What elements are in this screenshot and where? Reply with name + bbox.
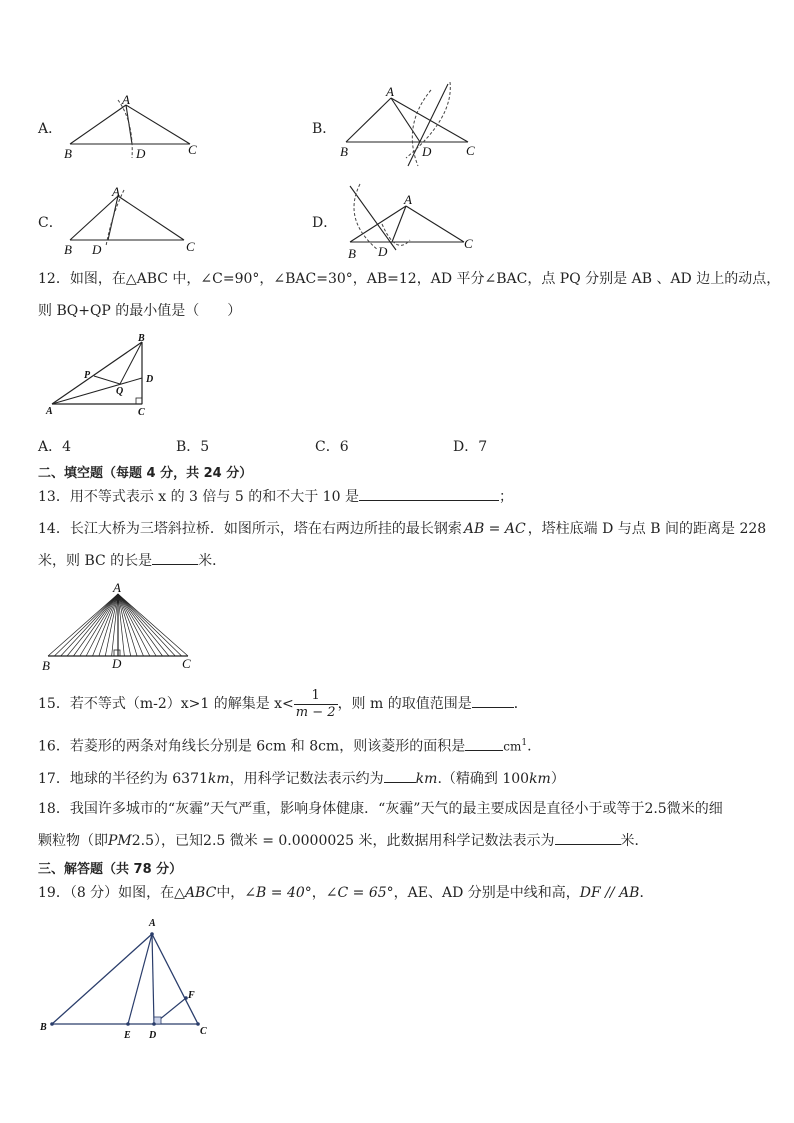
q12-line1: 12．如图，在△ABC 中，∠C=90°，∠BAC=30°，AB=12，AD 平分∠BAC，点 PQ 分别是 AB 、AD 边上的动点， (38, 271, 781, 287)
bridge-cable (93, 594, 118, 656)
q17 (38, 770, 565, 788)
q14-text-b: ，塔柱底端 D 与点 B 间的距离是 228 (527, 521, 767, 537)
q19-angle-c: ∠C = 65° (325, 885, 394, 901)
q14-text-a: 14．长江大桥为三塔斜拉桥．如图所示，塔在右两边所挂的最长钢索 (38, 521, 462, 537)
q19-text-c: ， (311, 885, 326, 901)
q15-numerator: 1 (294, 688, 338, 705)
q13-end: ； (498, 489, 513, 505)
figure-q14 (40, 580, 200, 672)
label-D: D (378, 244, 388, 259)
q14-text-d: 米． (198, 553, 227, 569)
figure-option-c (60, 184, 210, 260)
q18-text-e: ，此数据用科学记数法表示为 (372, 833, 555, 849)
q14-blank (152, 552, 198, 565)
q15-text-a: 15．若不等式（m-2）x>1 的解集是 x< (38, 696, 294, 712)
bridge-cable (118, 594, 169, 656)
q18-text-b: 微米的细 (666, 801, 723, 817)
q14-text-c: 米，则 BC 的长是 (38, 553, 153, 569)
q15 (38, 684, 528, 724)
q19-angle-b: ∠B = 40° (244, 885, 312, 901)
label-C: C (466, 143, 475, 158)
q14-math: AB = AC (463, 521, 526, 537)
label-E: E (124, 1030, 131, 1041)
label-B: B (138, 333, 145, 344)
q19 (38, 884, 653, 902)
option-a-label: A． (38, 121, 63, 137)
label-A: A (149, 918, 156, 929)
label-B: B (64, 242, 72, 257)
figure-option-d (338, 180, 488, 264)
label-C: C (188, 142, 197, 157)
section-3-heading: 三、解答题（共 78 分） (38, 862, 183, 877)
q14-line1 (38, 520, 766, 538)
q13-text: 13．用不等式表示 x 的 3 倍与 5 的和不大于 10 是 (38, 489, 359, 505)
label-D: D (112, 656, 122, 671)
label-B: B (340, 144, 348, 159)
bridge-cable (118, 594, 175, 656)
q12-choice-b: B．5 (176, 439, 210, 455)
q18-number-2: 2.5 (131, 833, 155, 849)
q18-line2 (38, 832, 649, 850)
section-2-heading: 二、填空题（每题 4 分，共 24 分） (38, 466, 253, 481)
option-b-label: B． (312, 121, 337, 137)
q18-text-d: ），已知 (154, 833, 204, 849)
label-D: D (422, 144, 432, 159)
q17-text-a: 17．地球的半径约为 6371 (38, 771, 208, 787)
q18-value: 2.5 微米 = 0.0000025 米 (203, 833, 373, 849)
q16-unit: cm (503, 739, 522, 754)
q16-blank (465, 738, 503, 751)
q18-pm: PM (108, 833, 132, 849)
q17-text-b: ，用科学记数法表示约为 (229, 771, 384, 787)
label-A: A (113, 580, 121, 595)
q19-triangle: △ABC (174, 885, 217, 901)
q16 (38, 734, 532, 756)
q19-end: ． (639, 885, 654, 901)
bridge-cable (67, 594, 118, 656)
label-B: B (348, 246, 356, 261)
label-C: C (186, 239, 195, 254)
q18-line1 (38, 800, 723, 818)
label-B: B (64, 146, 72, 161)
q16-end: . (527, 738, 532, 755)
label-D: D (146, 374, 154, 385)
figure-q12 (44, 334, 164, 418)
q13-blank (359, 488, 499, 501)
q17-text-d: ） (550, 771, 565, 787)
q19-text-d: ，AE、AD 分别是中线和高， (393, 885, 580, 901)
bridge-cable (61, 594, 118, 656)
label-A: A (404, 192, 412, 207)
bridge-cable (118, 594, 143, 656)
q12-line2: 则 BQ+QP 的最小值是（ ） (38, 303, 242, 319)
q19-text-a: 19．（8 分）如图，在 (38, 885, 175, 901)
figure-q19 (36, 914, 226, 1044)
label-D: D (92, 242, 102, 257)
q16-text: 16．若菱形的两条对角线长分别是 6cm 和 8cm，则该菱形的面积是 (38, 738, 466, 755)
q19-text-b: 中， (216, 885, 245, 901)
q16-superscript: 1 (521, 738, 528, 748)
q12-choice-c: C．6 (315, 439, 349, 455)
q17-blank (384, 770, 416, 783)
label-P: P (84, 370, 91, 381)
label-C: C (464, 236, 473, 251)
label-Q: Q (116, 386, 124, 397)
q18-text-f: 米． (620, 833, 649, 849)
q14-line2 (38, 552, 226, 570)
label-B: B (40, 1022, 47, 1033)
label-C: C (182, 656, 191, 671)
label-A: A (386, 84, 394, 99)
figure-option-a (60, 94, 210, 164)
label-A: A (46, 406, 53, 417)
figure-option-b (336, 80, 486, 170)
q18-number-1: 2.5 (644, 801, 667, 817)
label-A: A (112, 184, 120, 199)
q17-unit-3: km (529, 771, 551, 787)
q17-text-c: .（精确到 100 (437, 771, 530, 787)
q19-parallel: DF // AB (579, 885, 640, 901)
label-D: D (149, 1030, 157, 1041)
label-B: B (42, 658, 50, 673)
label-C: C (200, 1026, 207, 1037)
q15-fraction (294, 688, 338, 721)
q15-text-b: ，则 m 的取值范围是 (337, 696, 472, 712)
q18-text-c: 颗粒物（即 (38, 833, 108, 849)
label-D: D (136, 146, 146, 161)
q12-choice-d: D．7 (453, 439, 488, 455)
q15-blank (472, 695, 514, 708)
q15-end: ． (513, 696, 528, 712)
label-F: F (188, 990, 195, 1001)
q15-denominator: m − 2 (295, 704, 336, 720)
q18-text-a: 18．我国许多城市的“灰霾”天气严重，影响身体健康．“灰霾”天气的最主要成因是直径小于或等于 (38, 801, 645, 817)
option-d-label: D． (312, 215, 338, 231)
q13 (38, 488, 513, 506)
label-A: A (122, 92, 130, 107)
q17-unit-2: km (415, 771, 438, 787)
q17-unit-1: km (207, 771, 230, 787)
option-c-label: C． (38, 215, 63, 231)
q18-blank (555, 832, 621, 845)
label-C: C (138, 407, 145, 418)
q12-choice-a: A．4 (38, 439, 72, 455)
